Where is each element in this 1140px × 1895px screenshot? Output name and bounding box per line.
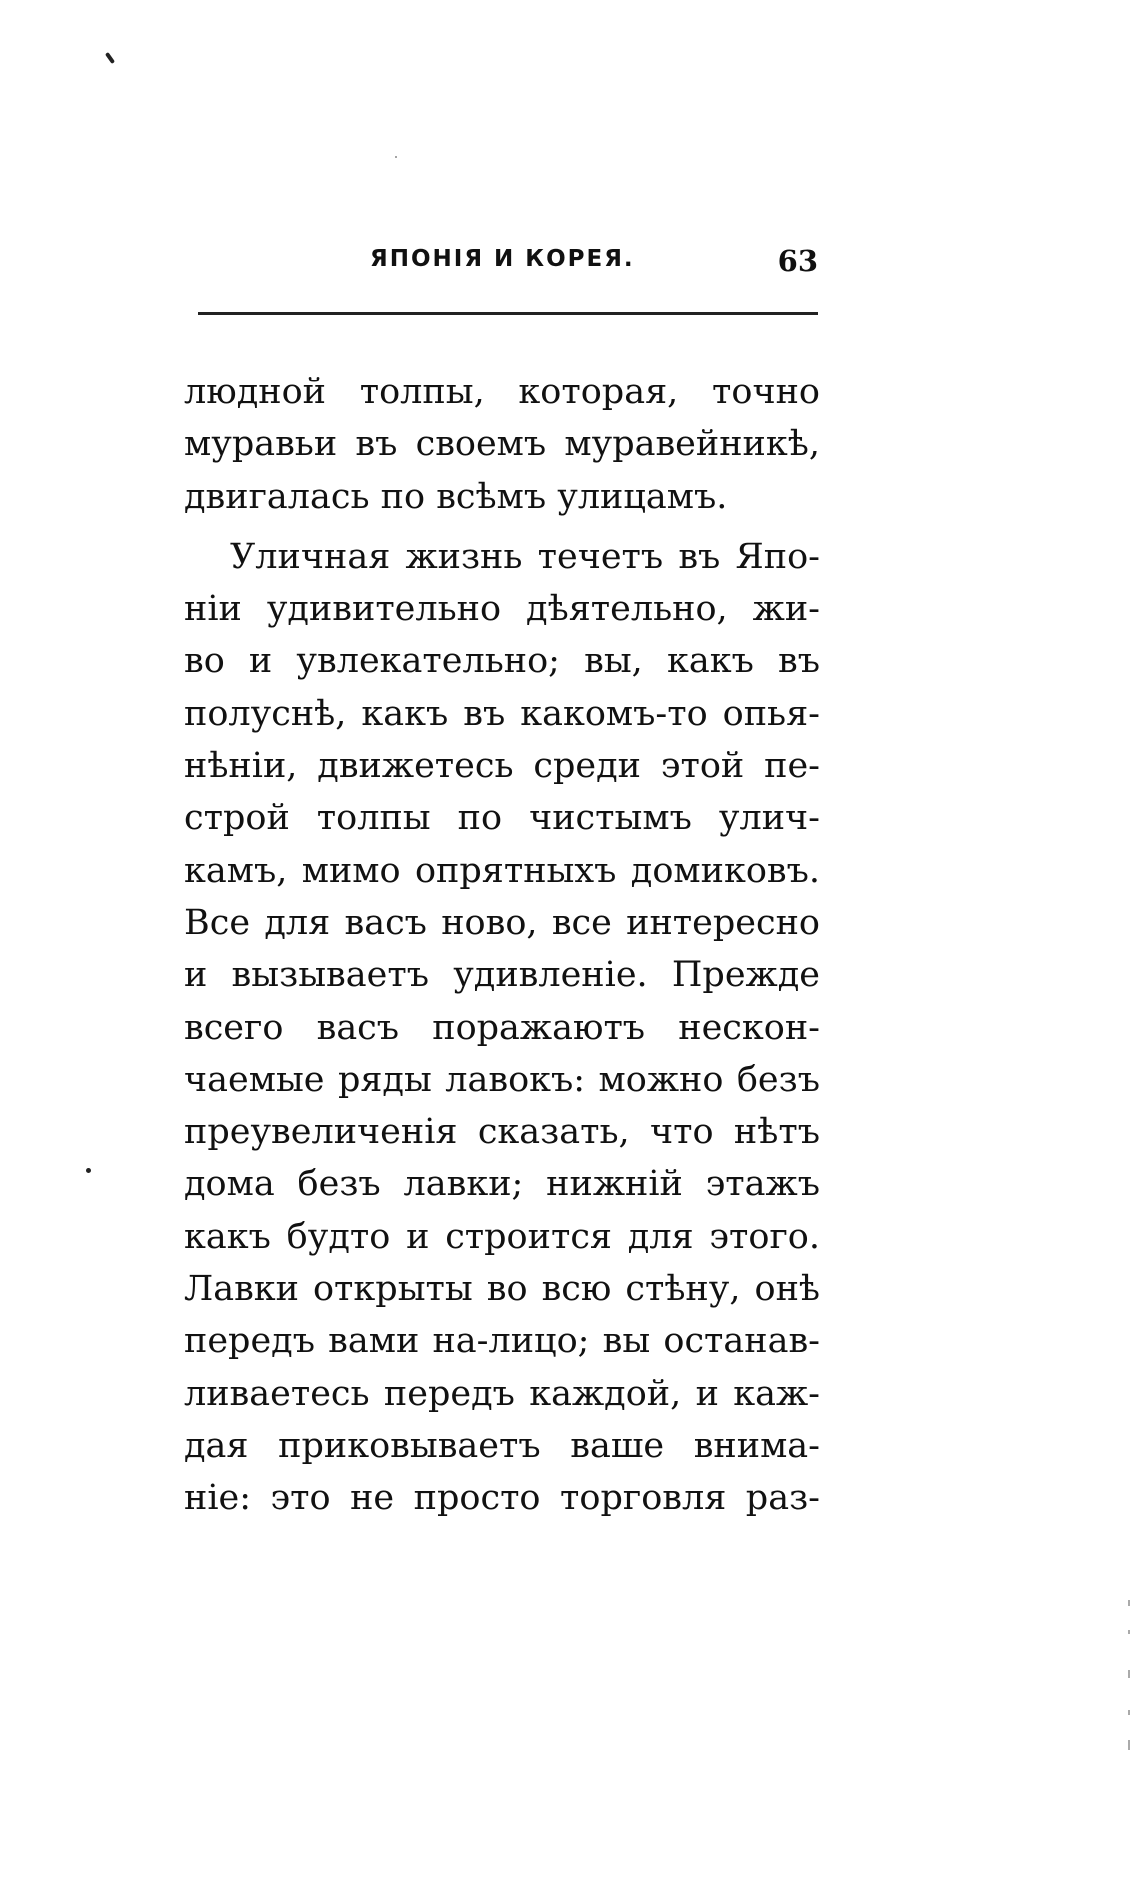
body-text [184,366,820,1525]
text-line: Уличная жизнь течетъ въ Япо- [230,536,820,577]
text-line: ніи удивительно дѣятельно, жи- [184,589,820,630]
text-line: Все для васъ ново, все интересно [184,902,820,943]
text-line: всего васъ поражаютъ нескон- [184,1007,820,1048]
text-line: дома безъ лавки; нижній этажъ [184,1164,820,1205]
page-number: 63 [777,244,818,278]
text-line: людной толпы, которая, точно [184,372,820,412]
running-head: ЯПОНІЯ И КОРЕЯ. [370,246,635,272]
text-line: строй толпы по чистымъ улич- [184,798,820,839]
ink-speck [395,156,397,158]
text-line: двигалась по всѣмъ улицамъ. [184,476,728,517]
text-line: камъ, мимо опрятныхъ домиковъ. [184,850,820,891]
text-line: чаемые ряды лавокъ: можно безъ [184,1059,820,1100]
text-line: какъ будто и строится для этого. [184,1216,820,1257]
text-line: преувеличенія сказать, что нѣтъ [184,1112,820,1153]
paragraph [184,531,820,1525]
text-line: муравьи въ своемъ муравейникѣ, [184,424,820,465]
ink-speck [86,1168,91,1173]
page-header [198,246,818,286]
text-line: передъ вами на-лицо; вы останав- [184,1321,820,1362]
margin-marks [1128,1600,1131,1750]
header-rule [198,312,818,315]
text-line: нѣніи, движетесь среди этой пе- [184,746,820,787]
text-line: Лавки открыты во всю стѣну, онѣ [184,1269,820,1310]
text-line: полуснѣ, какъ въ какомъ-то опья- [184,693,820,734]
text-line: дая приковываетъ ваше внима- [184,1425,820,1466]
ink-speck [105,52,115,64]
text-line: во и увлекательно; вы, какъ въ [184,641,820,682]
text-line: ливаетесь передъ каждой, и каж- [184,1373,820,1414]
paragraph [184,366,820,523]
text-line: ніе: это не просто торговля раз- [184,1478,820,1519]
text-line: и вызываетъ удивленіе. Прежде [184,955,820,996]
